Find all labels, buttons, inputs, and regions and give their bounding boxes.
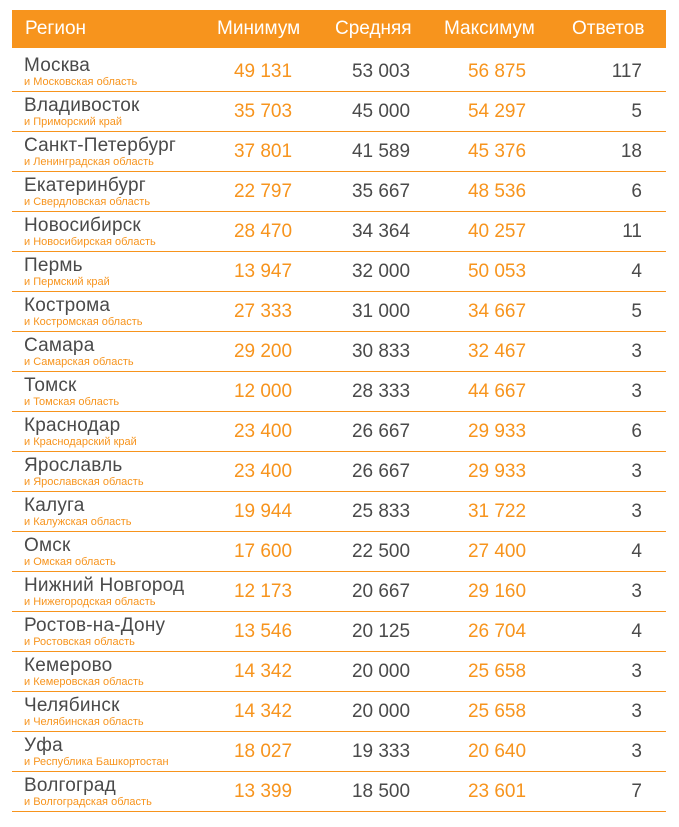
table-row [12,452,666,492]
region-area: и Московская область [24,76,138,88]
cell-avg: 18 500 [351,781,411,802]
region-city: Москва [24,55,91,76]
region-city: Волгоград [24,775,116,796]
cell-min: 23 400 [233,461,293,482]
region-city: Томск [24,375,77,396]
cell-min: 19 944 [233,501,293,522]
region-city: Кострома [24,295,111,316]
table-row [12,532,666,572]
header-avg: Средняя [335,18,412,39]
cell-min: 18 027 [233,741,293,762]
cell-max: 34 667 [467,301,527,322]
cell-avg: 32 000 [351,261,411,282]
cell-answers: 6 [631,421,642,442]
cell-min: 27 333 [233,301,293,322]
table-row [12,412,666,452]
cell-answers: 117 [611,61,642,82]
cell-answers: 4 [631,261,642,282]
header-max: Максимум [444,18,535,39]
cell-min: 13 546 [233,621,293,642]
cell-max: 29 933 [467,421,527,442]
cell-avg: 19 333 [351,741,411,762]
cell-max: 50 053 [467,261,527,282]
region-area: и Краснодарский край [24,436,137,448]
cell-answers: 3 [631,381,642,402]
cell-answers: 11 [622,221,642,242]
region-city: Екатеринбург [24,175,146,196]
region-area: и Самарская область [24,356,134,368]
cell-max: 25 658 [467,701,527,722]
cell-avg: 35 667 [351,181,411,202]
cell-answers: 3 [631,661,642,682]
table-row [12,612,666,652]
table-row [12,132,666,172]
table-row [12,52,666,92]
cell-min: 12 173 [233,581,293,602]
cell-avg: 26 667 [351,421,411,442]
cell-max: 40 257 [467,221,527,242]
region-area: и Кемеровская область [24,676,144,688]
table-row [12,92,666,132]
region-city: Нижний Новгород [24,575,185,596]
table-body [12,52,666,812]
cell-answers: 4 [631,621,642,642]
table-header [12,10,666,48]
cell-max: 48 536 [467,181,527,202]
region-area: и Ленинградская область [24,156,154,168]
cell-avg: 45 000 [351,101,411,122]
cell-avg: 31 000 [351,301,411,322]
region-city: Самара [24,335,95,356]
table-row [12,692,666,732]
cell-max: 20 640 [467,741,527,762]
table-row [12,652,666,692]
cell-min: 14 342 [233,661,293,682]
header-region: Регион [25,18,87,39]
region-city: Ярославль [24,455,123,476]
header-answers: Ответов [572,18,645,39]
region-area: и Свердловская область [24,196,151,208]
cell-max: 27 400 [467,541,527,562]
region-area: и Челябинская область [24,716,144,728]
cell-answers: 3 [631,341,642,362]
cell-answers: 3 [631,581,642,602]
region-area: и Республика Башкортостан [24,756,169,768]
table-row [12,252,666,292]
region-city: Омск [24,535,71,556]
header-min: Минимум [217,18,301,39]
region-city: Пермь [24,255,83,276]
table-row [12,492,666,532]
table-row [12,772,666,812]
table-row [12,372,666,412]
cell-min: 49 131 [233,61,293,82]
region-area: и Калужская область [24,516,132,528]
region-city: Краснодар [24,415,121,436]
table-row [12,292,666,332]
cell-max: 31 722 [467,501,527,522]
table-row [12,212,666,252]
table-row [12,732,666,772]
cell-min: 13 399 [233,781,293,802]
cell-min: 13 947 [233,261,293,282]
region-area: и Новосибирская область [24,236,156,248]
cell-answers: 3 [631,741,642,762]
cell-avg: 26 667 [351,461,411,482]
cell-avg: 20 000 [351,661,411,682]
cell-min: 14 342 [233,701,293,722]
cell-min: 28 470 [233,221,293,242]
cell-min: 37 801 [233,141,293,162]
region-area: и Ростовская область [24,636,135,648]
region-city: Ростов-на-Дону [24,615,166,636]
region-city: Калуга [24,495,85,516]
cell-max: 25 658 [467,661,527,682]
table-row [12,172,666,212]
cell-avg: 25 833 [351,501,411,522]
cell-avg: 20 125 [351,621,411,642]
region-city: Новосибирск [24,215,141,236]
cell-min: 35 703 [233,101,293,122]
region-area: и Томская область [24,396,120,408]
cell-max: 29 160 [467,581,527,602]
cell-answers: 3 [631,501,642,522]
cell-max: 32 467 [467,341,527,362]
cell-max: 23 601 [467,781,527,802]
cell-avg: 30 833 [351,341,411,362]
region-area: и Омская область [24,556,116,568]
region-city: Челябинск [24,695,120,716]
cell-avg: 22 500 [351,541,411,562]
cell-max: 54 297 [467,101,527,122]
region-city: Уфа [24,735,63,756]
cell-max: 45 376 [467,141,527,162]
cell-avg: 41 589 [351,141,411,162]
table-row [12,572,666,612]
cell-max: 44 667 [467,381,527,402]
cell-min: 17 600 [233,541,293,562]
region-area: и Пермский край [24,276,110,288]
cell-max: 26 704 [467,621,527,642]
region-area: и Костромская область [24,316,143,328]
table-row [12,332,666,372]
cell-max: 29 933 [467,461,527,482]
cell-min: 22 797 [233,181,293,202]
cell-avg: 34 364 [351,221,411,242]
cell-answers: 7 [631,781,642,802]
cell-min: 23 400 [233,421,293,442]
cell-avg: 53 003 [351,61,411,82]
cell-min: 12 000 [233,381,293,402]
cell-min: 29 200 [233,341,293,362]
cell-max: 56 875 [467,61,527,82]
region-city: Кемерово [24,655,113,676]
cell-avg: 20 667 [351,581,411,602]
region-area: и Волгоградская область [24,796,152,808]
region-city: Владивосток [24,95,140,116]
cell-avg: 28 333 [351,381,411,402]
cell-answers: 5 [631,301,642,322]
cell-avg: 20 000 [351,701,411,722]
cell-answers: 5 [631,101,642,122]
cell-answers: 18 [620,141,642,162]
region-area: и Нижегородская область [24,596,156,608]
region-area: и Ярославская область [24,476,144,488]
region-area: и Приморский край [24,116,123,128]
cell-answers: 3 [631,461,642,482]
region-city: Санкт-Петербург [24,135,177,156]
cell-answers: 3 [631,701,642,722]
cell-answers: 4 [631,541,642,562]
cell-answers: 6 [631,181,642,202]
